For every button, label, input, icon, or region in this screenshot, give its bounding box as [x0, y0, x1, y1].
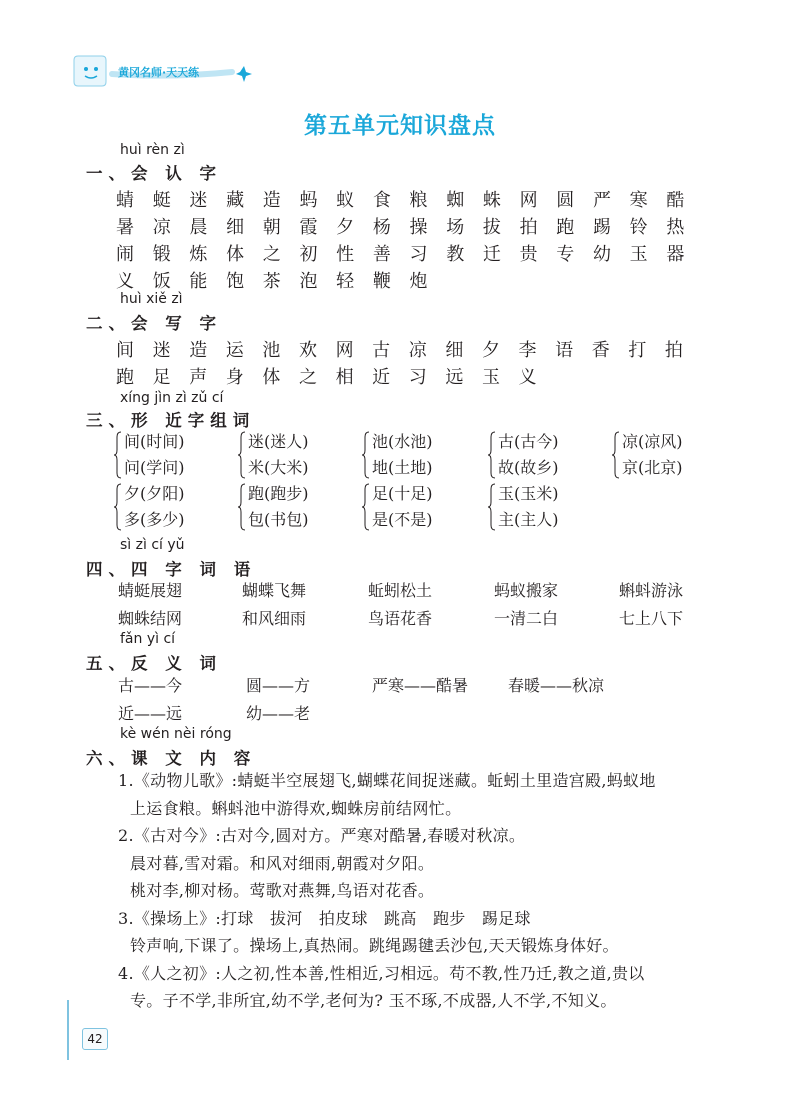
- char-cell: 能: [189, 271, 208, 292]
- text-line: 1.《动物儿歌》:蜻蜓半空展翅飞,蝴蝶花间捉迷藏。蚯蚓土里造宫殿,蚂蚁地: [118, 771, 656, 790]
- char-cell: 粮: [409, 190, 428, 211]
- char-cell: 踢: [592, 217, 611, 238]
- char-cell: 炮: [409, 271, 428, 292]
- similar-char-lines: [124, 482, 185, 532]
- s6-title: 六、课 文 内 容: [86, 749, 257, 768]
- s1-pinyin: huì rèn zì: [120, 142, 185, 158]
- antonym-pair: 圆——方: [246, 676, 311, 695]
- similar-char-word: 玉(玉米): [498, 484, 559, 503]
- similar-char-word: 夕(夕阳): [124, 484, 185, 503]
- char-cell: 泡: [299, 271, 318, 292]
- char-cell: 语: [555, 340, 574, 361]
- char-cell: 相: [335, 367, 354, 388]
- similar-char-word: 间(时间): [124, 432, 185, 451]
- four-char-idiom: 蜘蛛结网: [118, 609, 183, 628]
- char-cell: 圆: [556, 190, 575, 211]
- char-cell: 细: [445, 340, 464, 361]
- char-cell: 义: [518, 367, 537, 388]
- antonym-pair: 幼——老: [246, 704, 311, 723]
- brace-icon: [238, 430, 246, 480]
- char-cell: 铃: [629, 217, 648, 238]
- similar-char-group: [238, 430, 309, 480]
- char-cell: 造: [189, 340, 208, 361]
- char-cell: 夕: [481, 340, 500, 361]
- char-cell: 打: [628, 340, 647, 361]
- similar-char-group: [238, 482, 309, 532]
- char-cell: 之: [262, 244, 281, 265]
- similar-char-word: 包(书包): [248, 510, 309, 529]
- char-cell: 拍: [664, 340, 683, 361]
- similar-char-word: 故(故乡): [498, 458, 559, 477]
- char-cell: 蚂: [299, 190, 318, 211]
- char-cell: 酷: [666, 190, 685, 211]
- char-cell: 古: [372, 340, 391, 361]
- char-cell: 专: [556, 244, 575, 265]
- char-cell: 轻: [336, 271, 355, 292]
- s1-char-row: [116, 186, 703, 213]
- similar-char-word: 跑(跑步): [248, 484, 309, 503]
- similar-char-word: 京(北京): [622, 458, 683, 477]
- char-cell: 蚁: [336, 190, 355, 211]
- char-cell: 跑: [116, 367, 134, 388]
- s4-title: 四、四 字 词 语: [86, 560, 257, 579]
- similar-char-word: 问(学问): [124, 458, 185, 477]
- char-cell: 迷: [152, 340, 171, 361]
- char-cell: 运: [225, 340, 244, 361]
- s1-char-row: [116, 267, 703, 294]
- s5-title: 五、反 义 词: [86, 654, 222, 673]
- text-line: 专。子不学,非所宜,幼不学,老何为? 玉不琢,不成器,人不学,不知义。: [130, 991, 617, 1010]
- char-cell: 寒: [629, 190, 648, 211]
- similar-char-group: [612, 430, 683, 480]
- similar-char-word: 池(水池): [372, 432, 433, 451]
- s2-char-row: [116, 336, 702, 363]
- similar-char-word: 是(不是): [372, 510, 433, 529]
- similar-char-group: [488, 482, 559, 532]
- char-cell: 善: [372, 244, 391, 265]
- char-cell: 拍: [519, 217, 538, 238]
- char-cell: 欢: [298, 340, 317, 361]
- char-cell: 之: [298, 367, 317, 388]
- s2-char-row: [116, 363, 702, 390]
- char-cell: 饱: [226, 271, 245, 292]
- char-cell: 杨: [372, 217, 391, 238]
- char-cell: 近: [372, 367, 391, 388]
- s1-char-grid: [116, 186, 703, 294]
- s6-pinyin: kè wén nèi róng: [120, 726, 232, 742]
- antonym-pair: 近——远: [118, 704, 183, 723]
- antonym-pair: 春暖——秋凉: [508, 676, 605, 695]
- text-line: 桃对李,柳对杨。莺歌对燕舞,鸟语对花香。: [130, 881, 435, 900]
- similar-char-lines: [248, 482, 309, 532]
- four-char-idiom: 蝌蚪游泳: [619, 581, 684, 600]
- char-cell: 幼: [592, 244, 611, 265]
- char-cell: 炼: [189, 244, 208, 265]
- char-cell: 间: [116, 340, 134, 361]
- char-cell: 蜘: [446, 190, 465, 211]
- char-cell: 香: [591, 340, 610, 361]
- char-cell: 网: [519, 190, 538, 211]
- page-number: 42: [82, 1028, 108, 1050]
- char-cell: 器: [666, 244, 685, 265]
- s3-title: 三、形 近字组词: [86, 411, 256, 430]
- char-cell: 体: [262, 367, 281, 388]
- left-margin-rule: [67, 1000, 69, 1060]
- char-cell: 教: [446, 244, 465, 265]
- char-cell: 池: [262, 340, 281, 361]
- text-line: 4.《人之初》:人之初,性本善,性相近,习相远。苟不教,性乃迁,教之道,贵以: [118, 963, 645, 983]
- similar-char-word: 凉(凉风): [622, 432, 683, 451]
- char-cell: 网: [335, 340, 354, 361]
- s5-pinyin: fǎn yì cí: [120, 631, 176, 647]
- s1-char-row: [116, 213, 703, 240]
- char-cell: 性: [336, 244, 355, 265]
- char-cell: 玉: [629, 244, 648, 265]
- char-cell: 体: [226, 244, 245, 265]
- four-char-idiom: 蜻蜓展翅: [118, 581, 183, 600]
- char-cell: 热: [666, 217, 685, 238]
- char-cell: 锻: [152, 244, 171, 265]
- s3-pinyin: xíng jìn zì zǔ cí: [120, 390, 224, 406]
- similar-char-group: [362, 430, 433, 480]
- brace-icon: [114, 430, 122, 480]
- text-line: 上运食粮。蝌蚪池中游得欢,蜘蛛房前结网忙。: [130, 798, 462, 818]
- char-cell: 拔: [482, 217, 501, 238]
- char-cell: 霞: [299, 217, 318, 238]
- char-cell: 鞭: [372, 271, 391, 292]
- four-char-idiom: 蚯蚓松土: [368, 581, 433, 600]
- text-line: 2.《古对今》:古对今,圆对方。严寒对酷暑,春暖对秋凉。: [118, 826, 526, 845]
- similar-char-word: 多(多少): [124, 510, 185, 529]
- similar-char-group: [488, 430, 559, 480]
- similar-char-word: 地(土地): [372, 458, 433, 477]
- brace-icon: [114, 482, 122, 532]
- char-cell: 凉: [152, 217, 171, 238]
- s4-pinyin: sì zì cí yǔ: [120, 537, 185, 553]
- char-cell: 声: [189, 367, 208, 388]
- similar-char-word: 迷(迷人): [248, 432, 309, 451]
- brace-icon: [238, 482, 246, 532]
- char-cell: 蜻: [116, 190, 134, 211]
- s1-title: 一、会 认 字: [86, 164, 222, 183]
- char-cell: 蜓: [152, 190, 171, 211]
- brace-icon: [488, 482, 496, 532]
- char-cell: 凉: [408, 340, 427, 361]
- char-cell: 远: [445, 367, 464, 388]
- char-cell: 闹: [116, 244, 134, 265]
- four-char-idiom: 蝴蝶飞舞: [242, 581, 307, 600]
- four-char-idiom: 蚂蚁搬家: [494, 581, 559, 600]
- similar-char-word: 足(十足): [372, 484, 433, 503]
- brace-icon: [362, 430, 370, 480]
- antonym-pair: 严寒——酷暑: [372, 676, 469, 695]
- char-cell: 严: [592, 190, 611, 211]
- char-cell: 玉: [481, 367, 500, 388]
- char-cell: 食: [372, 190, 391, 211]
- four-char-idiom: 和风细雨: [242, 609, 307, 628]
- similar-char-lines: [372, 482, 433, 532]
- char-cell: 造: [262, 190, 281, 211]
- similar-char-word: 古(古今): [498, 432, 559, 451]
- char-cell: 场: [446, 217, 465, 238]
- four-char-idiom: 鸟语花香: [368, 609, 433, 628]
- char-cell: 足: [152, 367, 171, 388]
- similar-char-lines: [498, 482, 559, 532]
- brace-icon: [488, 430, 496, 480]
- char-cell: 迷: [189, 190, 208, 211]
- four-char-idiom: 一清二白: [494, 609, 559, 628]
- four-char-idiom: 七上八下: [619, 609, 684, 628]
- similar-char-group: [114, 482, 185, 532]
- s1-char-row: [116, 240, 703, 267]
- char-cell: 身: [225, 367, 244, 388]
- char-cell: 迁: [482, 244, 501, 265]
- char-cell: 细: [226, 217, 245, 238]
- char-cell: 茶: [262, 271, 281, 292]
- char-cell: 蛛: [482, 190, 501, 211]
- char-cell: 初: [299, 244, 318, 265]
- s2-title: 二、会 写 字: [86, 314, 222, 333]
- char-cell: 饭: [152, 271, 171, 292]
- char-cell: 藏: [226, 190, 245, 211]
- similar-char-lines: [372, 430, 433, 480]
- s2-pinyin: huì xiě zì: [120, 291, 183, 307]
- text-line: 铃声响,下课了。操场上,真热闹。跳绳踢毽丢沙包,天天锻炼身体好。: [130, 936, 619, 955]
- similar-char-group: [362, 482, 433, 532]
- similar-char-lines: [622, 430, 683, 480]
- brace-icon: [612, 430, 620, 480]
- text-line: 3.《操场上》:打球 拔河 拍皮球 跳高 跑步 踢足球: [118, 908, 531, 928]
- s3-groups: [114, 430, 714, 534]
- char-cell: 习: [408, 367, 427, 388]
- char-cell: 习: [409, 244, 428, 265]
- char-cell: 朝: [262, 217, 281, 238]
- s2-char-grid: [116, 336, 702, 390]
- char-cell: 晨: [189, 217, 208, 238]
- similar-char-lines: [124, 430, 185, 480]
- char-cell: 贵: [519, 244, 538, 265]
- similar-char-word: 主(主人): [498, 510, 559, 529]
- brand-text: 黄冈名师·天天练: [118, 66, 200, 79]
- similar-char-group: [114, 430, 185, 480]
- char-cell: 义: [116, 271, 134, 292]
- char-cell: 李: [518, 340, 537, 361]
- char-cell: 跑: [556, 217, 575, 238]
- page-title: 第五单元知识盘点: [304, 113, 496, 139]
- antonym-pair: 古——今: [118, 676, 183, 695]
- char-cell: 夕: [336, 217, 355, 238]
- similar-char-word: 米(大米): [248, 458, 309, 477]
- char-cell: 暑: [116, 217, 134, 238]
- brace-icon: [362, 482, 370, 532]
- text-line: 晨对暮,雪对霜。和风对细雨,朝霞对夕阳。: [130, 853, 435, 873]
- similar-char-lines: [498, 430, 559, 480]
- char-cell: 操: [409, 217, 428, 238]
- similar-char-lines: [248, 430, 309, 480]
